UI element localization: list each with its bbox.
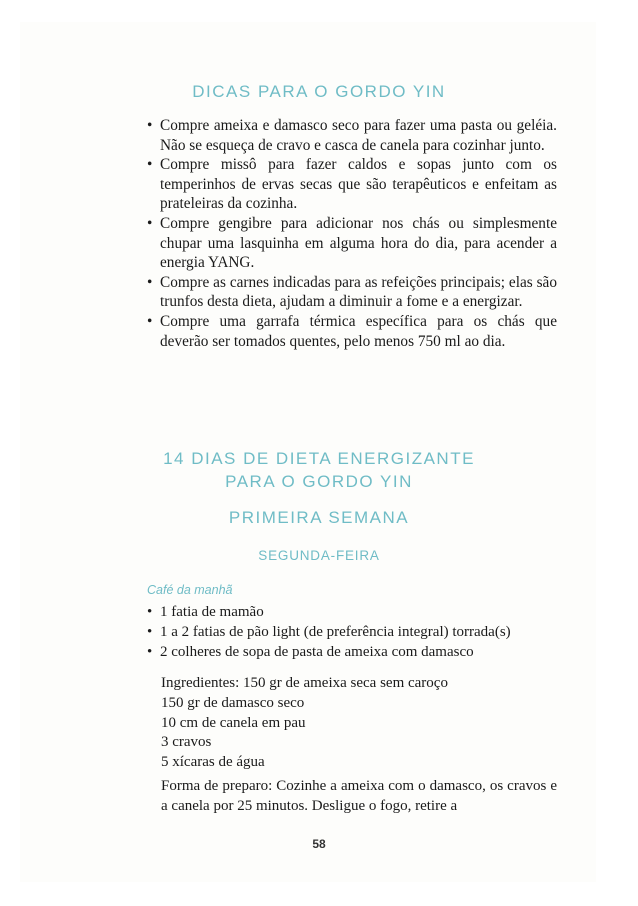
tip-item: • Compre as carnes indicadas para as refeições principais; elas são trunfos desta dieta, ajudam a diminuir a fome e a energizar.: [147, 273, 557, 312]
week-heading: PRIMEIRA SEMANA: [228, 508, 410, 527]
diet-title-line1: 14 DIAS DE DIETA ENERGIZANTE: [163, 449, 475, 468]
tip-item: • Compre missô para fazer caldos e sopas junto com os temperinhos de ervas secas que são terapêuticos e enfeitam as prateleiras da cozinha.: [147, 155, 557, 214]
diet-title-line2: PARA O GORDO YIN: [225, 472, 413, 491]
ingredient-line: 150 gr de damasco seco: [161, 694, 305, 711]
tips-heading: DICAS PARA O GORDO YIN: [192, 82, 446, 101]
ingredients-block: [161, 674, 557, 773]
day-heading: SEGUNDA-FEIRA: [258, 548, 380, 563]
tip-item: • Compre gengibre para adicionar nos chás ou simplesmente chupar uma lasquinha em alguma hora do dia, para acender a energia YANG.: [147, 214, 557, 273]
ingredient-line: Ingredientes: 150 gr de ameixa seca sem caroço: [161, 675, 448, 691]
page-number: 58: [312, 837, 326, 851]
ingredient-line: 5 xícaras de água: [161, 754, 265, 771]
tip-item: • Compre uma garrafa térmica específica para os chás que deverão ser tomados quentes, pelo menos 750 ml ao dia.: [147, 312, 557, 351]
ingredient-line: 10 cm de canela em pau: [161, 714, 306, 731]
tip-item: • Compre ameixa e damasco seco para fazer uma pasta ou geléia. Não se esqueça de cravo e casca de canela para cozinhar junto.: [147, 116, 557, 155]
meal-heading: Café da manhã: [147, 583, 233, 597]
preparation-text: Forma de preparo: Cozinhe a ameixa com o damasco, os cravos e a canela por 25 minutos. Desligue o fogo, retire a: [161, 778, 557, 814]
meal-item: • 2 colheres de sopa de pasta de ameixa com damasco: [147, 643, 577, 663]
ingredient-line: 3 cravos: [161, 734, 212, 751]
meal-list: [147, 603, 577, 662]
tips-list: [147, 116, 557, 351]
meal-item: • 1 fatia de mamão: [147, 603, 577, 623]
meal-item: • 1 a 2 fatias de pão light (de preferência integral) torrada(s): [147, 623, 577, 643]
